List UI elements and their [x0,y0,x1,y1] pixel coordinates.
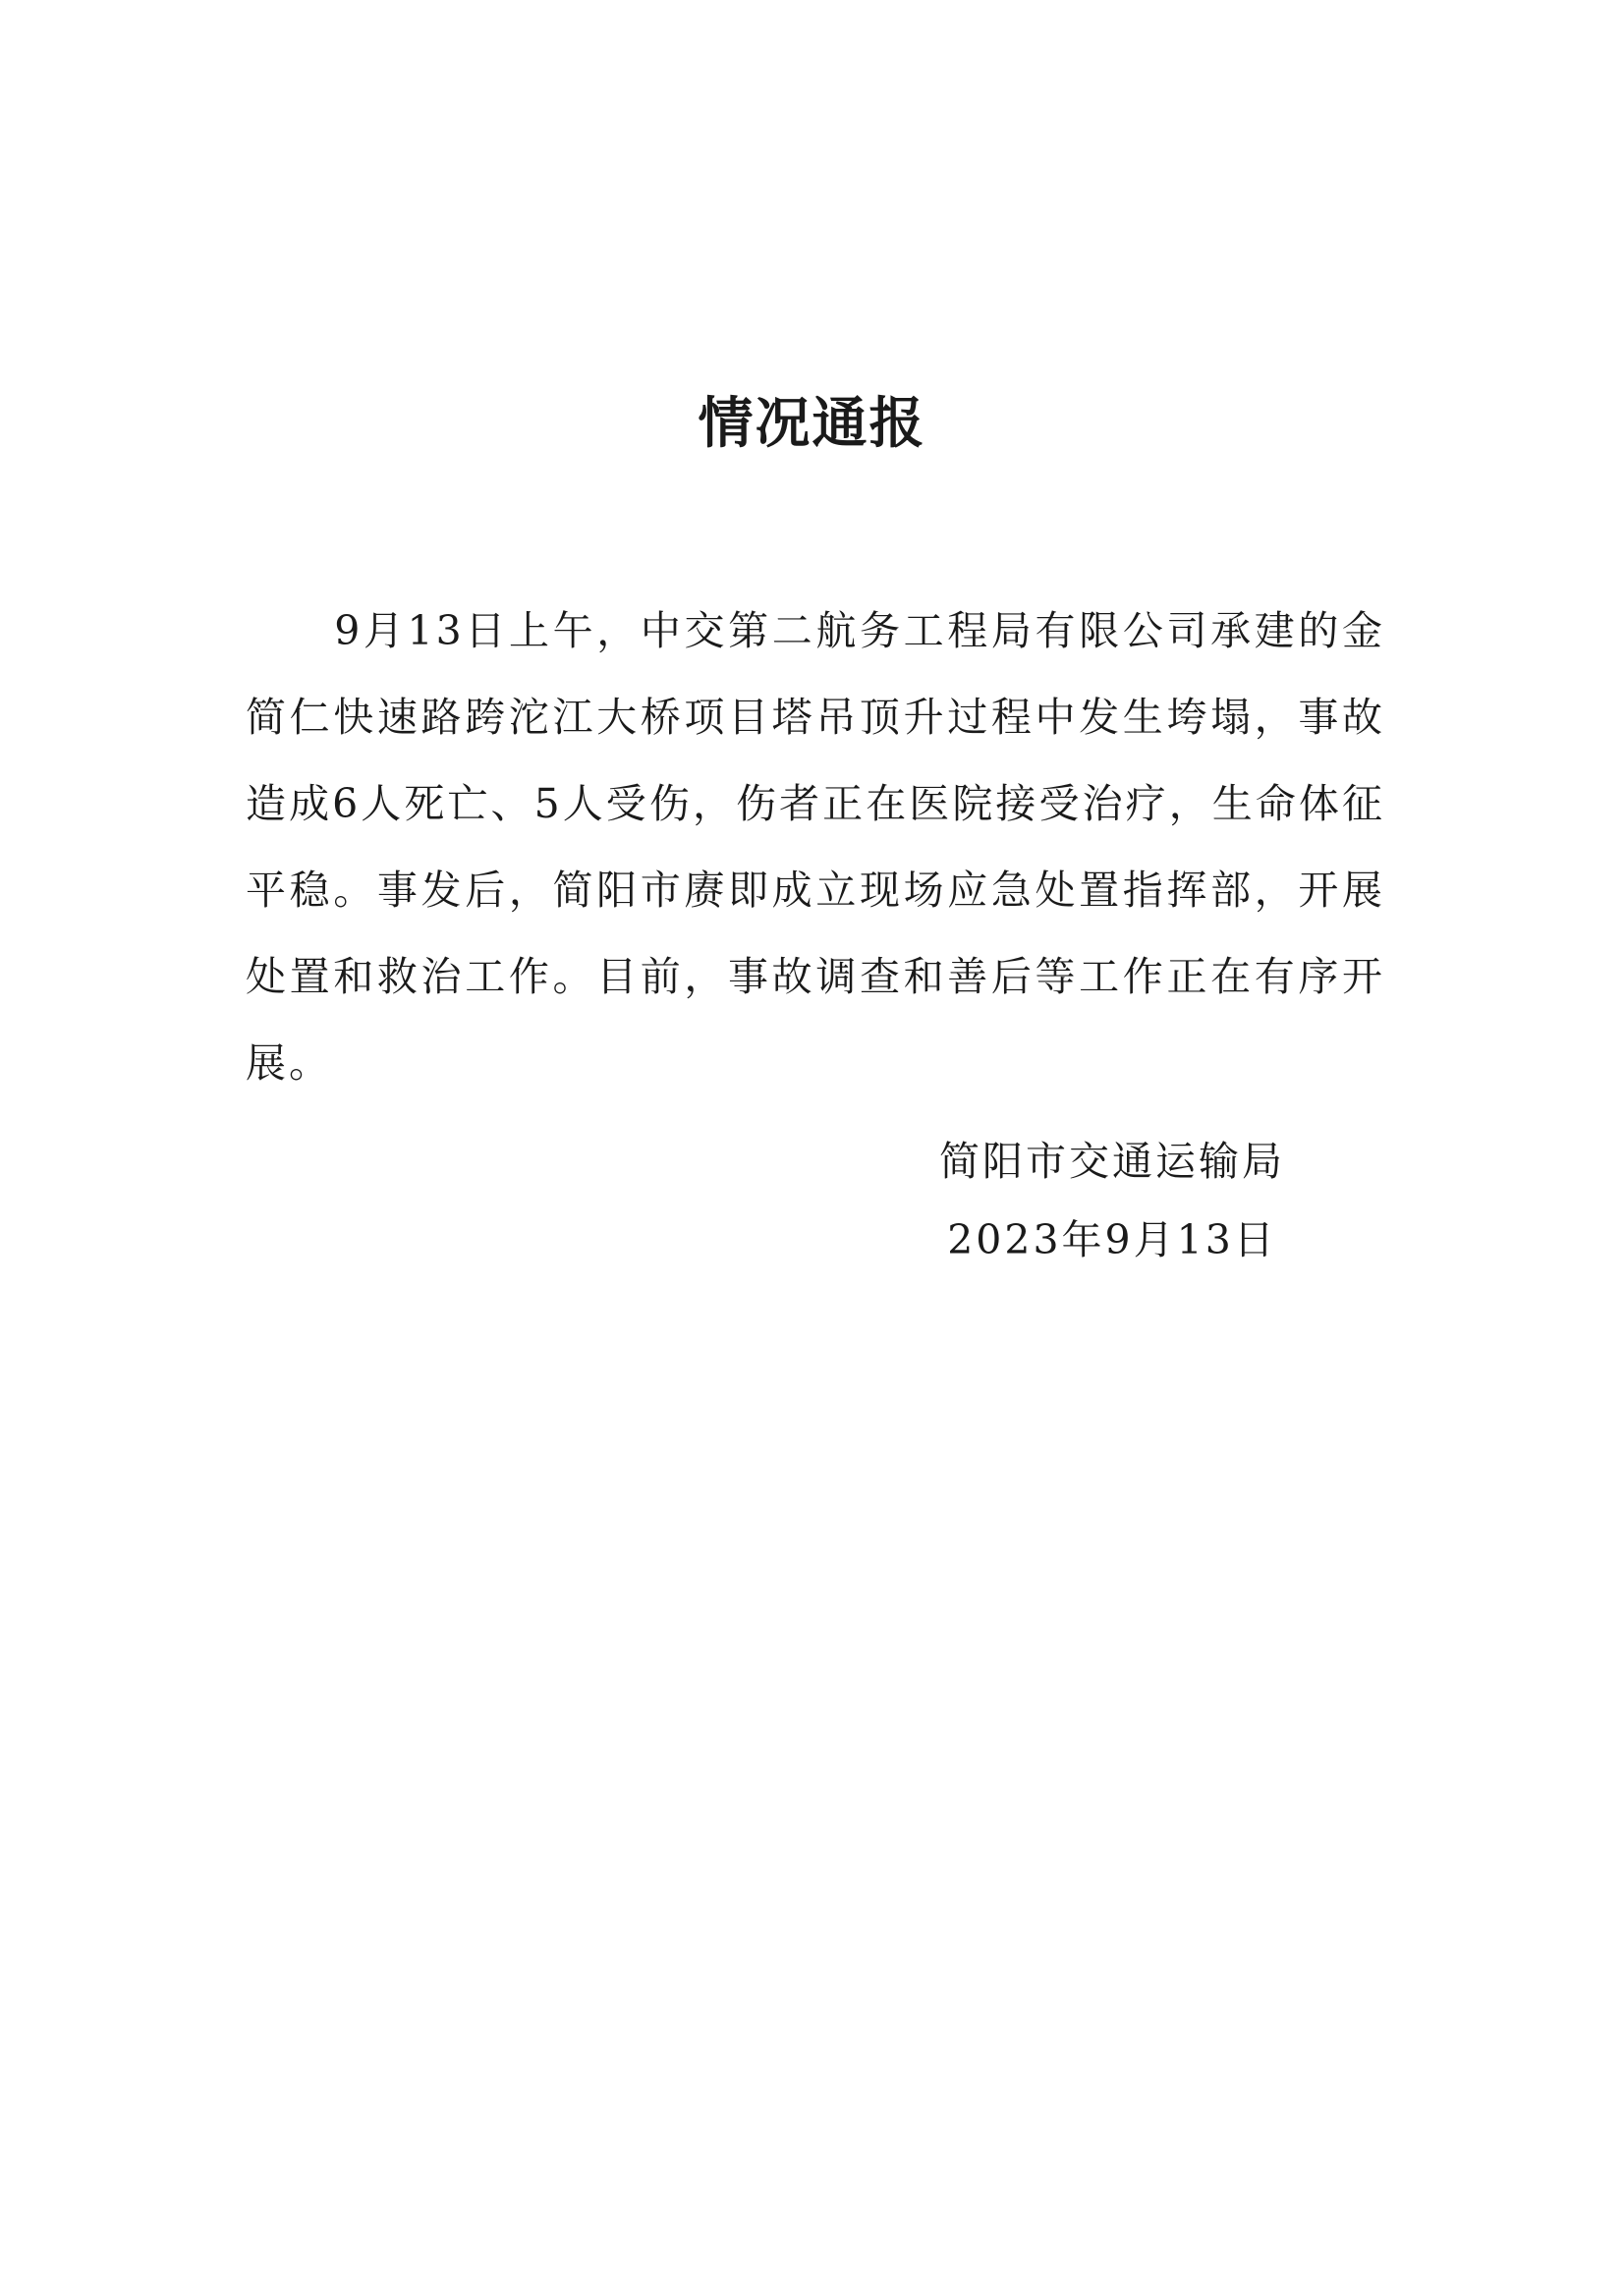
issue-date: 2023年9月13日 [947,1216,1277,1263]
signature-block [939,1122,1285,1279]
issuer-name: 简阳市交通运输局 [939,1138,1285,1185]
document-body-paragraph: 9月13日上午，中交第二航务工程局有限公司承建的金简仁快速路跨沱江大桥项目塔吊顶升过程中发生垮塌，事故造成6人死亡、5人受伤，伤者正在医院接受治疗，生命体征平稳。事发后，简阳市赓即成立现场应急处置指挥部，开展处置和救治工作。目前，事故调查和善后等工作正在有序开展。 [246,607,1385,1087]
document-title: 情况通报 [698,392,926,456]
